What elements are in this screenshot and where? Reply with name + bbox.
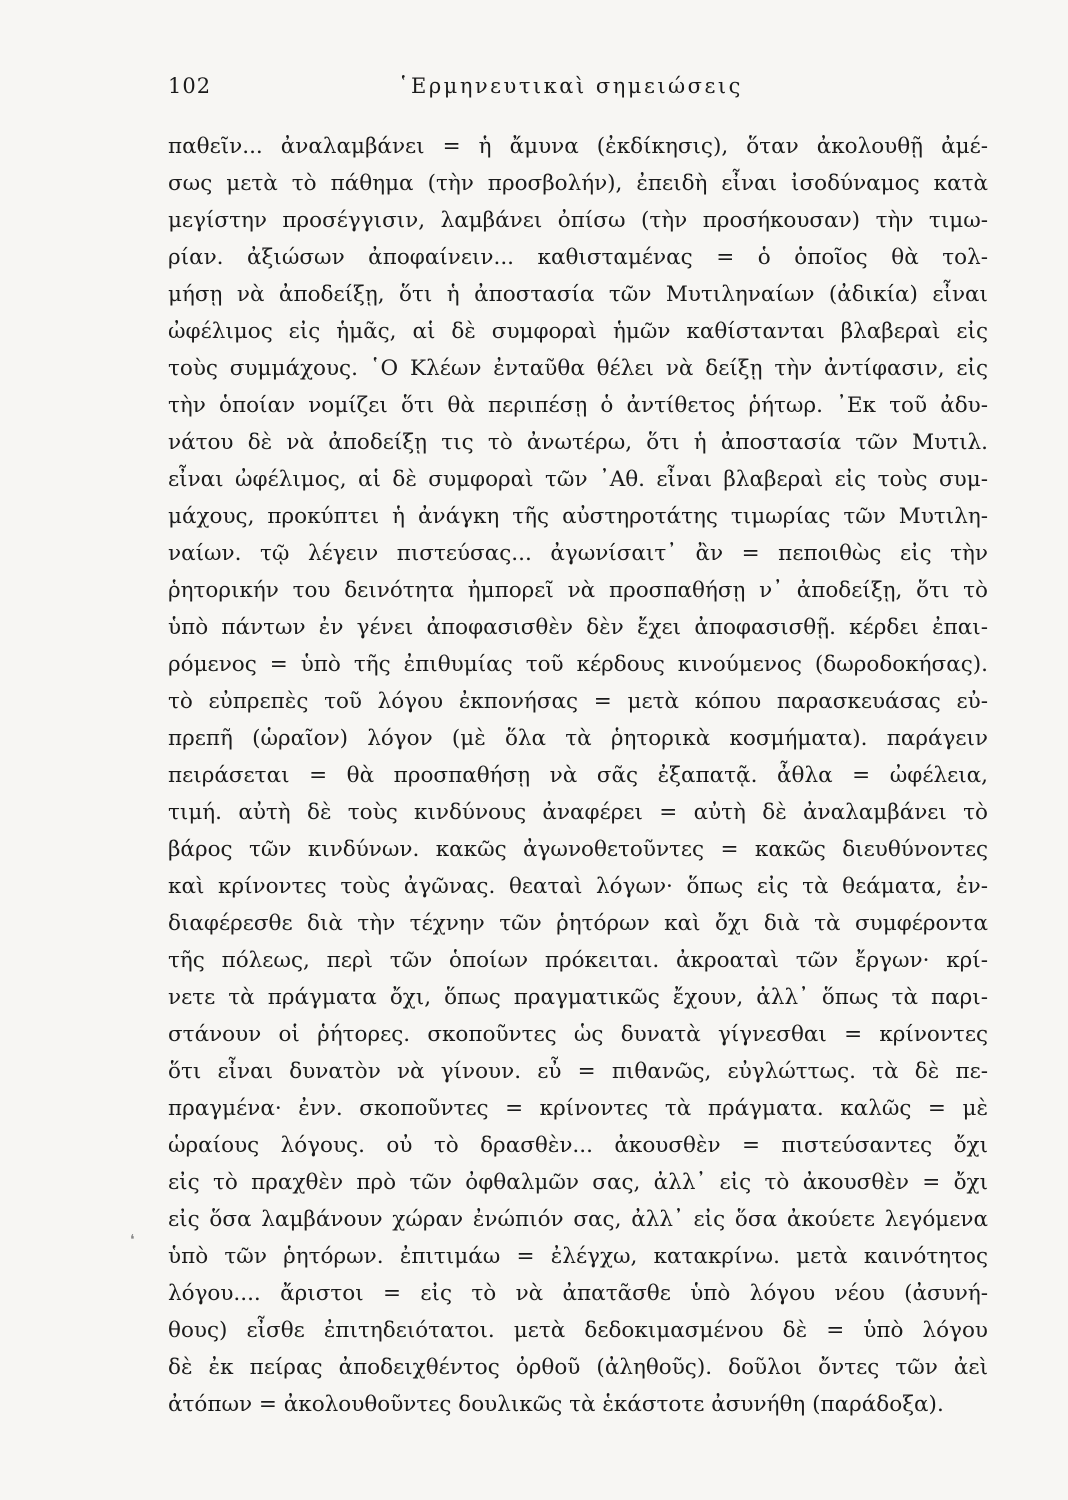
running-title: ῾Ερμηνευτικαὶ σημειώσεις (398, 74, 743, 98)
text-line: στάνουν οἱ ῥήτορες. σκοποῦντες ὡς δυνατὰ γίγνεσθαι = κρίνοντες (168, 1022, 988, 1047)
text-line: εἰς τὸ πραχθὲν πρὸ τῶν ὀφθαλμῶν σας, ἀλλ᾿ εἰς τὸ ἀκουσθὲν = ὄχι (168, 1170, 988, 1195)
text-line: μάχους, προκύπτει ἡ ἀνάγκη τῆς αὐστηροτάτης τιμωρίας τῶν Μυτιλη- (168, 504, 988, 529)
text-line: τῆς πόλεως, περὶ τῶν ὁποίων πρόκειται. ἀκροαταὶ τῶν ἔργων· κρί- (168, 948, 988, 973)
text-line: ὅτι εἶναι δυνατὸν νὰ γίνουν. εὖ = πιθανῶς, εὐγλώττως. τὰ δὲ πε- (168, 1059, 988, 1084)
text-line: πραγμένα· ἐνν. σκοποῦντες = κρίνοντες τὰ πράγματα. καλῶς = μὲ (168, 1096, 988, 1121)
text-line: πειράσεται = θὰ προσπαθήσῃ νὰ σᾶς ἐξαπατᾷ. ἆθλα = ὠφέλεια, (168, 763, 988, 788)
text-line: δὲ ἐκ πείρας ἀποδειχθέντος ὀρθοῦ (ἀληθοῦς). δοῦλοι ὄντες τῶν ἀεὶ (168, 1355, 988, 1380)
commentary-body (168, 128, 988, 1423)
text-line: παθεῖν... ἀναλαμβάνει = ἡ ἄμυνα (ἐκδίκησις), ὅταν ἀκολουθῇ ἀμέ- (168, 134, 988, 159)
text-line: ὡραίους λόγους. οὐ τὸ δρασθὲν... ἀκουσθὲν = πιστεύσαντες ὄχι (168, 1133, 988, 1158)
text-line: εἰς ὅσα λαμβάνουν χώραν ἐνώπιόν σας, ἀλλ᾿ εἰς ὅσα ἀκούετε λεγόμενα (168, 1207, 988, 1232)
text-line: νάτου δὲ νὰ ἀποδείξῃ τις τὸ ἀνωτέρω, ὅτι ἡ ἀποστασία τῶν Μυτιλ. (168, 430, 988, 455)
text-line: μήσῃ νὰ ἀποδείξῃ, ὅτι ἡ ἀποστασία τῶν Μυτιληναίων (ἀδικία) εἶναι (168, 282, 988, 307)
text-line: ὑπὸ τῶν ῥητόρων. ἐπιτιμάω = ἐλέγχω, κατακρίνω. μετὰ καινότητος (168, 1244, 988, 1269)
text-line: θους) εἶσθε ἐπιτηδειότατοι. μετὰ δεδοκιμασμένου δὲ = ὑπὸ λόγου (168, 1318, 988, 1343)
text-line: νετε τὰ πράγματα ὄχι, ὅπως πραγματικῶς ἔχουν, ἀλλ᾿ ὅπως τὰ παρι- (168, 985, 988, 1010)
page-number: 102 (168, 74, 212, 98)
text-line: ρόμενος = ὑπὸ τῆς ἐπιθυμίας τοῦ κέρδους κινούμενος (δωροδοκήσας). (168, 652, 988, 677)
text-line: εἶναι ὠφέλιμος, αἱ δὲ συμφοραὶ τῶν ᾿Αθ. εἶναι βλαβεραὶ εἰς τοὺς συμ- (168, 467, 988, 492)
text-line: τὸ εὐπρεπὲς τοῦ λόγου ἐκπονήσας = μετὰ κόπου παρασκευάσας εὐ- (168, 689, 988, 714)
text-line: πρεπῆ (ὡραῖον) λόγον (μὲ ὅλα τὰ ῥητορικὰ κοσμήματα). παράγειν (168, 726, 988, 751)
margin-smudge-mark: ❛ (130, 1232, 135, 1248)
text-line: τὴν ὁποίαν νομίζει ὅτι θὰ περιπέσῃ ὁ ἀντίθετος ῥήτωρ. ᾿Εκ τοῦ ἀδυ- (168, 393, 988, 418)
text-line: λόγου.... ἄριστοι = εἰς τὸ νὰ ἀπατᾶσθε ὑπὸ λόγου νέου (ἀσυνή- (168, 1281, 988, 1306)
text-line: τοὺς συμμάχους. ῾Ο Κλέων ἐνταῦθα θέλει νὰ δείξῃ τὴν ἀντίφασιν, εἰς (168, 356, 988, 381)
text-line: διαφέρεσθε διὰ τὴν τέχνην τῶν ῥητόρων καὶ ὄχι διὰ τὰ συμφέροντα (168, 911, 988, 936)
text-line: ἀτόπων = ἀκολουθοῦντες δουλικῶς τὰ ἑκάστοτε ἀσυνήθη (παράδοξα). (168, 1392, 944, 1417)
text-line: βάρος τῶν κινδύνων. κακῶς ἀγωνοθετοῦντες = κακῶς διευθύνοντες (168, 837, 988, 862)
text-line: ῥητορικήν του δεινότητα ἠμπορεῖ νὰ προσπαθήσῃ ν᾿ ἀποδείξῃ, ὅτι τὸ (168, 578, 988, 603)
text-line: ὑπὸ πάντων ἐν γένει ἀποφασισθὲν δὲν ἔχει ἀποφασισθῇ. κέρδει ἐπαι- (168, 615, 988, 640)
text-line: καὶ κρίνοντες τοὺς ἀγῶνας. θεαταὶ λόγων· ὅπως εἰς τὰ θεάματα, ἐν- (168, 874, 988, 899)
text-line: ὠφέλιμος εἰς ἡμᾶς, αἱ δὲ συμφοραὶ ἡμῶν καθίστανται βλαβεραὶ εἰς (168, 319, 988, 344)
text-line: σως μετὰ τὸ πάθημα (τὴν προσβολήν), ἐπειδὴ εἶναι ἰσοδύναμος κατὰ (168, 171, 988, 196)
text-line: ρίαν. ἀξιώσων ἀποφαίνειν... καθισταμένας = ὁ ὁποῖος θὰ τολ- (168, 245, 988, 270)
text-line: μεγίστην προσέγγισιν, λαμβάνει ὀπίσω (τὴν προσήκουσαν) τὴν τιμω- (168, 208, 988, 233)
text-line: τιμή. αὐτὴ δὲ τοὺς κινδύνους ἀναφέρει = αὐτὴ δὲ ἀναλαμβάνει τὸ (168, 800, 988, 825)
text-line: ναίων. τῷ λέγειν πιστεύσας... ἀγωνίσαιτ᾿ ἂν = πεποιθὼς εἰς τὴν (168, 541, 988, 566)
